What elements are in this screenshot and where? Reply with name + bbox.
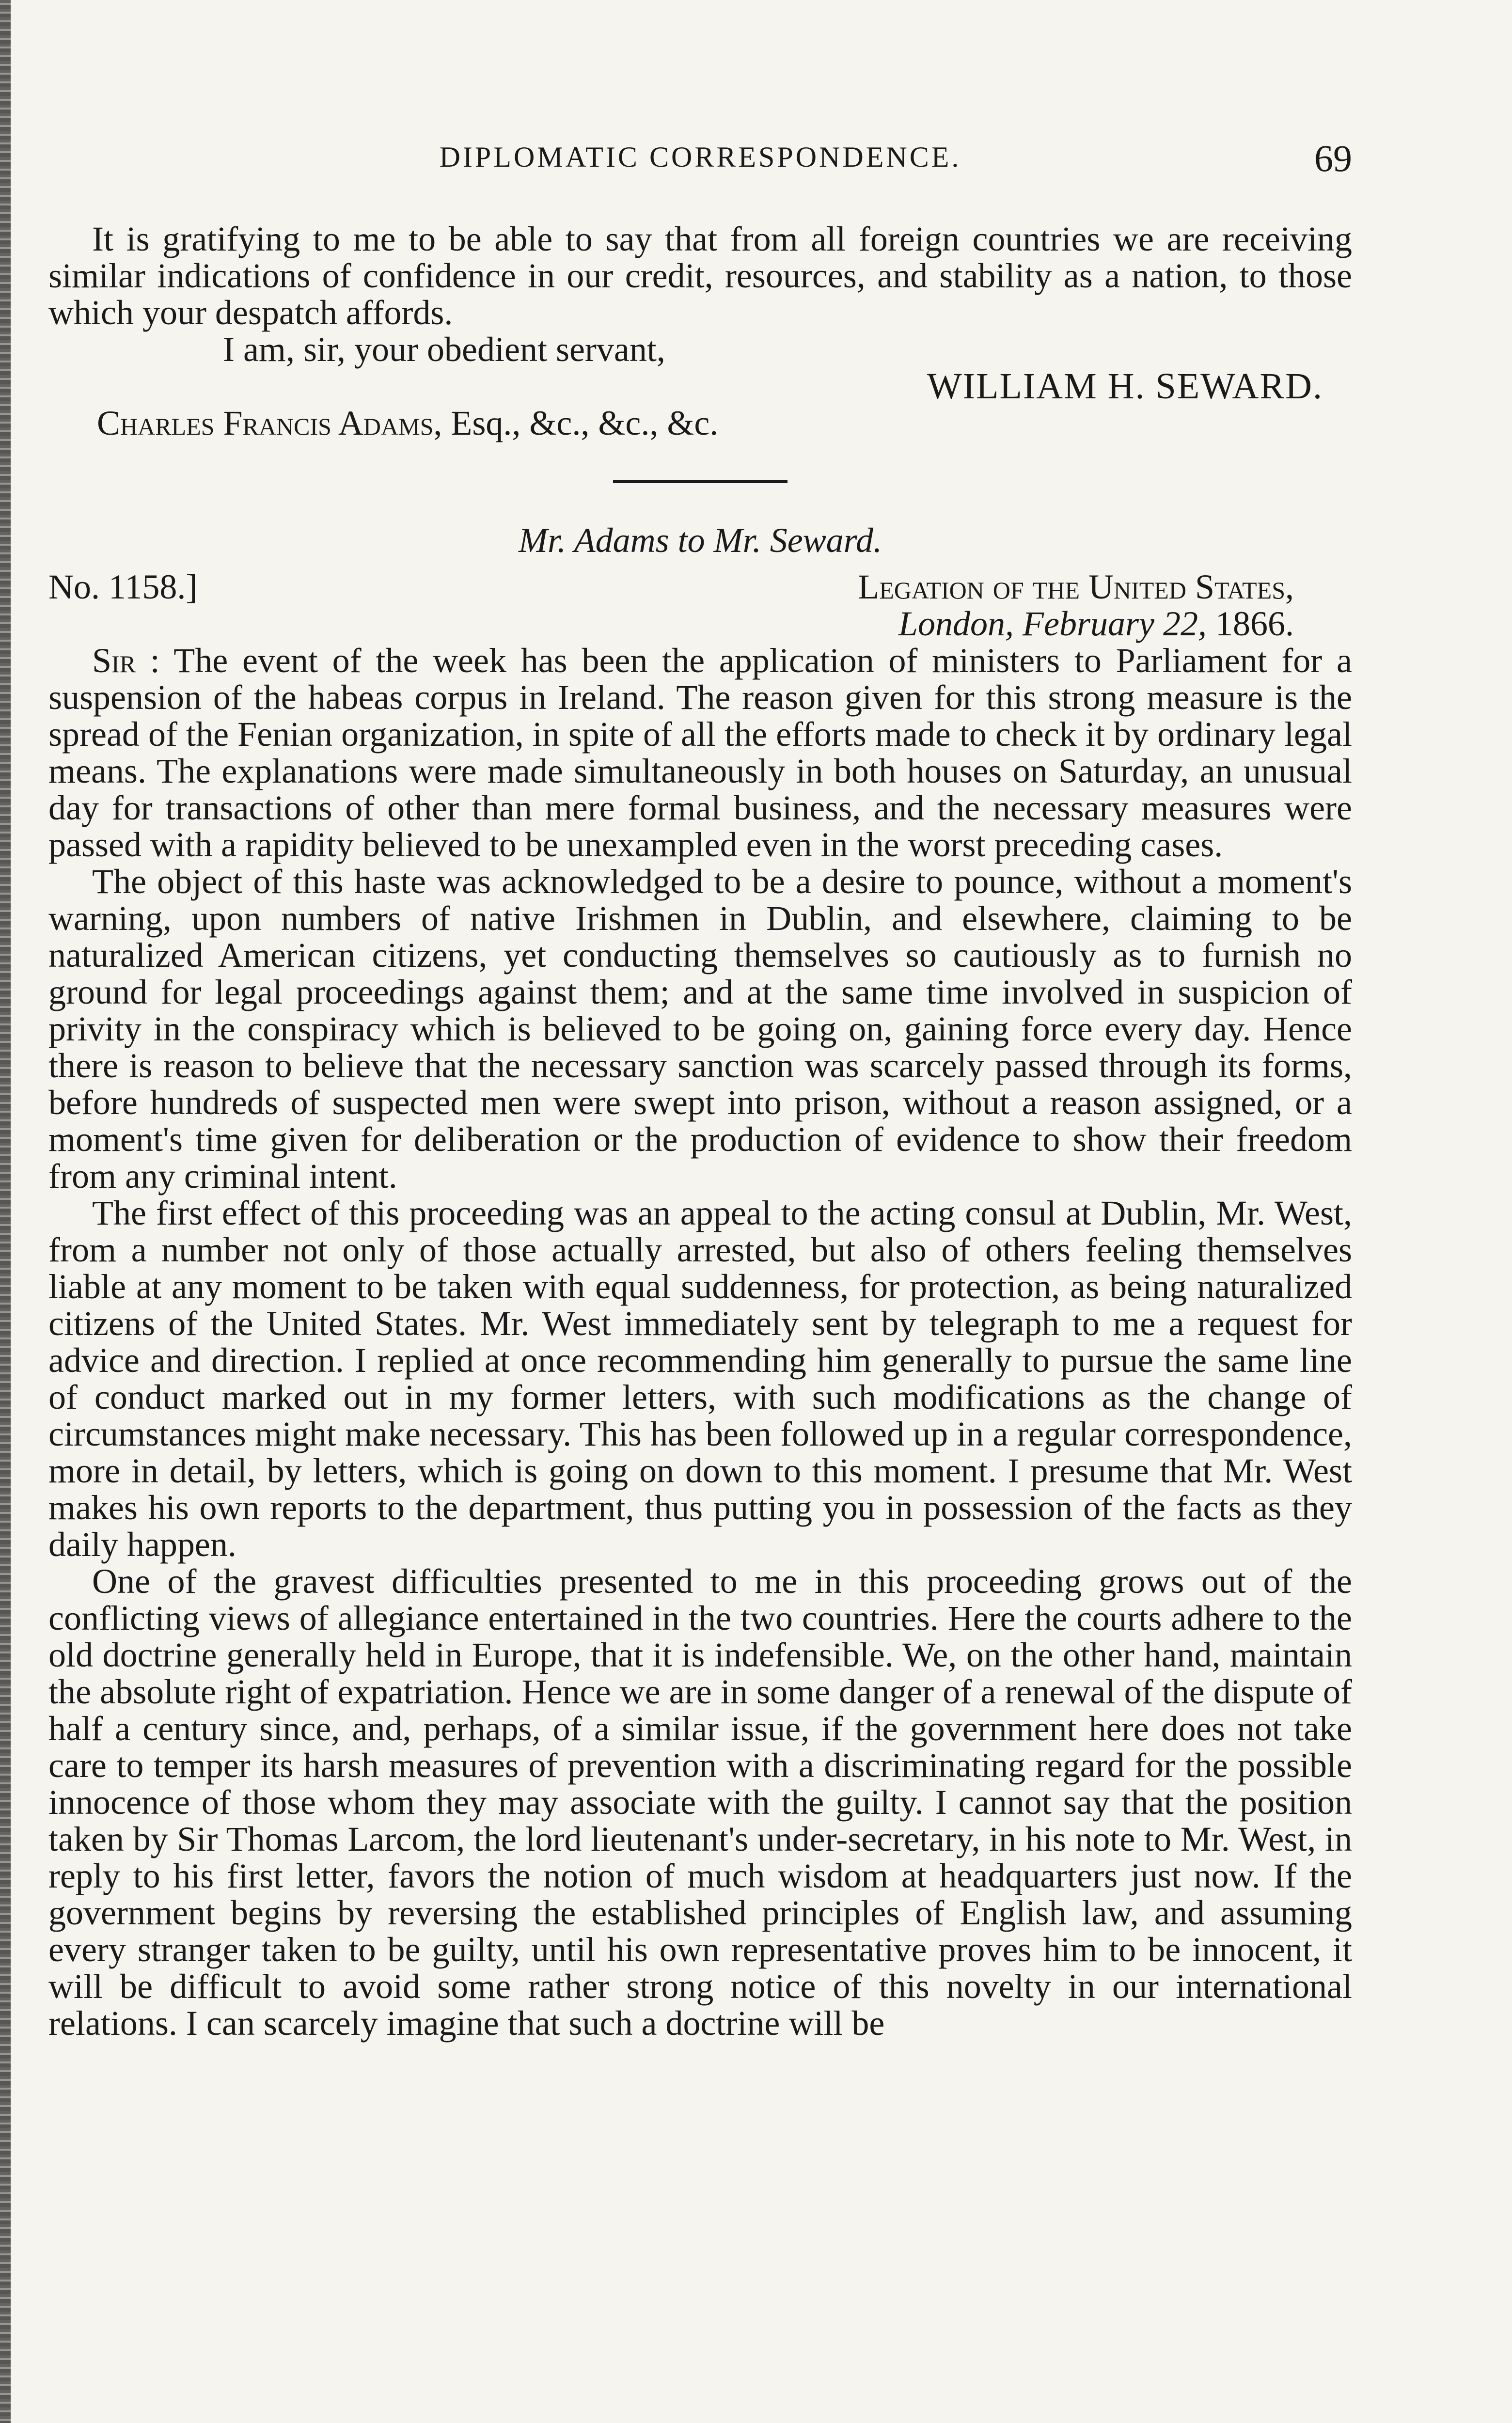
letter2-dateline (48, 568, 1352, 605)
place-date-year: 1866. (1215, 604, 1294, 643)
letter1-addressee (97, 405, 1352, 441)
letter1-paragraph: It is gratifying to me to be able to say that from all foreign countries we are receiving similar indications of confidence in our credit, resources, and stability as a nation, to those which your despatch affords. (48, 220, 1352, 332)
page-body (48, 220, 1352, 2042)
addressee-name: Charles Francis Adams (97, 404, 434, 442)
paragraph-text: : The event of the week has been the application of ministers to Parliament for a suspension of the habeas corpus in Ireland. The reason given for this strong measure is the spread of the Fenian organization, in spite of all the efforts made to check it by ordinary legal means. The explanations were made simultaneously in both houses on Saturday, an unusual day for transactions of other than mere formal business, and the necessary measures were passed with a rapidity believed to be unexampled even in the worst preceding cases. (48, 641, 1352, 864)
page-number: 69 (1314, 137, 1352, 179)
addressee-rest: , Esq., &c., &c., &c. (433, 404, 719, 442)
running-head: DIPLOMATIC CORRESPONDENCE. (439, 141, 961, 173)
place-date-text: London, February 22, (898, 604, 1207, 643)
letter2-paragraph-4: One of the gravest difficulties presented to me in this proceeding grows out of the conflicting views of allegiance entertained in the two countries. Here the courts adhere to the old doctrine generally held in Europe, that it is indefensible. We, on the other hand, maintain the absolute right of expatriation. Hence we are in some danger of a renewal of the dispute of half a century since, and, perhaps, of a similar issue, if the government here does not take care to temper its harsh measures of prevention with a discriminating regard for the possible innocence of those whom they may associate with the guilty. I cannot say that the position taken by Sir Thomas Larcom, the lord lieutenant's under-secretary, in his note to Mr. West, in reply to his first letter, favors the notion of much wisdom at headquarters just now. If the government begins by reversing the established principles of English law, and assuming every stranger taken to be guilty, until his own representative proves him to be innocent, it will be difficult to avoid some rather strong notice of this novelty in our international relations. I can scarcely imagine that such a doctrine will be (48, 1562, 1352, 2043)
letter1-closing: I am, sir, your obedient servant, (223, 330, 665, 369)
letter2-place-date (48, 605, 1294, 642)
section-divider (613, 480, 788, 483)
letter2-subhead: Mr. Adams to Mr. Seward. (518, 521, 882, 560)
letter2-paragraph-1 (48, 642, 1352, 863)
letter2-number: No. 1158.] (48, 567, 198, 606)
page-header (48, 137, 1352, 184)
letter1-signature: WILLIAM H. SEWARD. (927, 366, 1323, 407)
document-page (48, 0, 1352, 2423)
letter2-paragraph-3: The first effect of this proceeding was an appeal to the acting consul at Dublin, Mr. West, from a number not only of those actually arrested, but also of others feeling themselves liable at any moment to be taken with equal suddenness, for protection, as being naturalized citizens of the United States. Mr. West immediately sent by telegraph to me a request for advice and direction. I replied at once recommending him generally to pursue the same line of conduct marked out in my former letters, with such modifications as the change of circumstances might make necessary. This has been followed up in a regular correspondence, more in detail, by letters, which is going on down to this moment. I presume that Mr. West makes his own reports to the department, thus putting you in possession of the facts as they daily happen. (48, 1194, 1352, 1564)
salutation: Sir (92, 641, 136, 680)
letter2-legation: Legation of the United States, (858, 567, 1294, 606)
page-binding-edge (0, 0, 11, 2423)
letter2-paragraph-2: The object of this haste was acknowledged to be a desire to pounce, without a moment's warning, upon numbers of native Irishmen in Dublin, and elsewhere, claiming to be naturalized American citizens, yet conducting themselves so cautiously as to furnish no ground for legal proceedings against them; and at the same time involved in suspicion of privity in the conspiracy which is believed to be going on, gaining force every day. Hence there is reason to believe that the necessary sanction was scarcely passed through its forms, before hundreds of suspected men were swept into prison, without a reason assigned, or a moment's time given for deliberation or the production of evidence to show their freedom from any criminal intent. (48, 862, 1352, 1196)
